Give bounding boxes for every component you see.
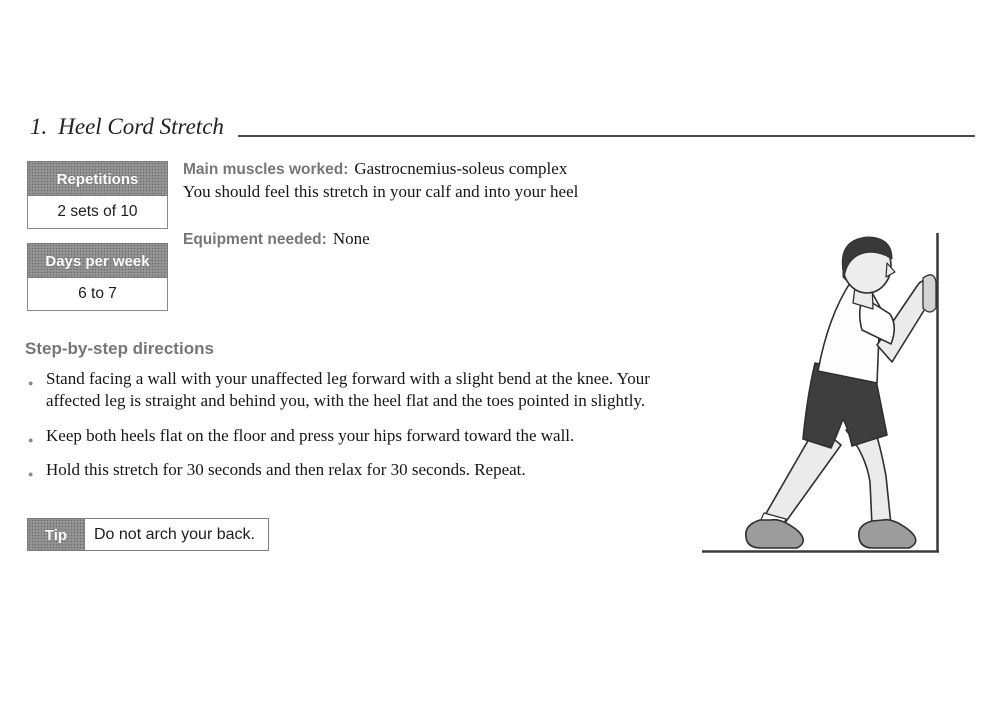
stretch-figure-svg [680,225,1000,565]
hand [923,275,936,312]
title-underline [238,135,975,137]
step-text: Keep both heels flat on the floor and press your hips forward toward the wall. [46,425,575,445]
directions-list [27,368,675,493]
page-title: Heel Cord Stretch [58,114,224,139]
directions-heading: Step-by-step directions [25,339,214,358]
repetitions-header: Repetitions [27,161,168,196]
exercise-details [183,158,703,251]
bullet-icon: ● [28,378,34,388]
list-item [27,368,675,413]
step-text: Hold this stretch for 30 seconds and then relax for 30 seconds. Repeat. [46,459,526,479]
repetitions-value: 2 sets of 10 [27,196,168,229]
main-muscles-value: Gastrocnemius-soleus complex [354,159,568,178]
main-muscles-label: Main muscles worked: [183,161,349,178]
person-figure [746,237,936,548]
bullet-icon: ● [28,468,34,479]
stretch-feel-text: You should feel this stretch in your calf and into your heel [183,182,579,201]
section-number: 1. [30,114,48,139]
exercise-illustration [680,225,1000,565]
days-per-week-header: Days per week [27,243,168,278]
step-text: Stand facing a wall with your unaffected leg forward with a slight bend at the knee. Your affected leg is straight and behind you, with the heel flat and the toes pointed in slightly. [46,369,650,411]
days-per-week-value: 6 to 7 [27,278,168,311]
tip-label: Tip [27,518,84,551]
back-shoe [746,520,803,548]
front-shoe [859,520,916,548]
bullet-icon: ● [28,434,34,445]
tip-text: Do not arch your back. [84,518,269,551]
equipment-line [183,228,703,251]
section-title-row [30,112,975,142]
equipment-value: None [332,229,370,248]
list-item [27,459,675,481]
days-per-week-box [27,243,168,311]
equipment-label: Equipment needed: [183,231,327,248]
tip-box [27,518,269,551]
repetitions-box [27,161,168,229]
list-item [27,425,675,447]
main-muscles-line [183,158,703,181]
